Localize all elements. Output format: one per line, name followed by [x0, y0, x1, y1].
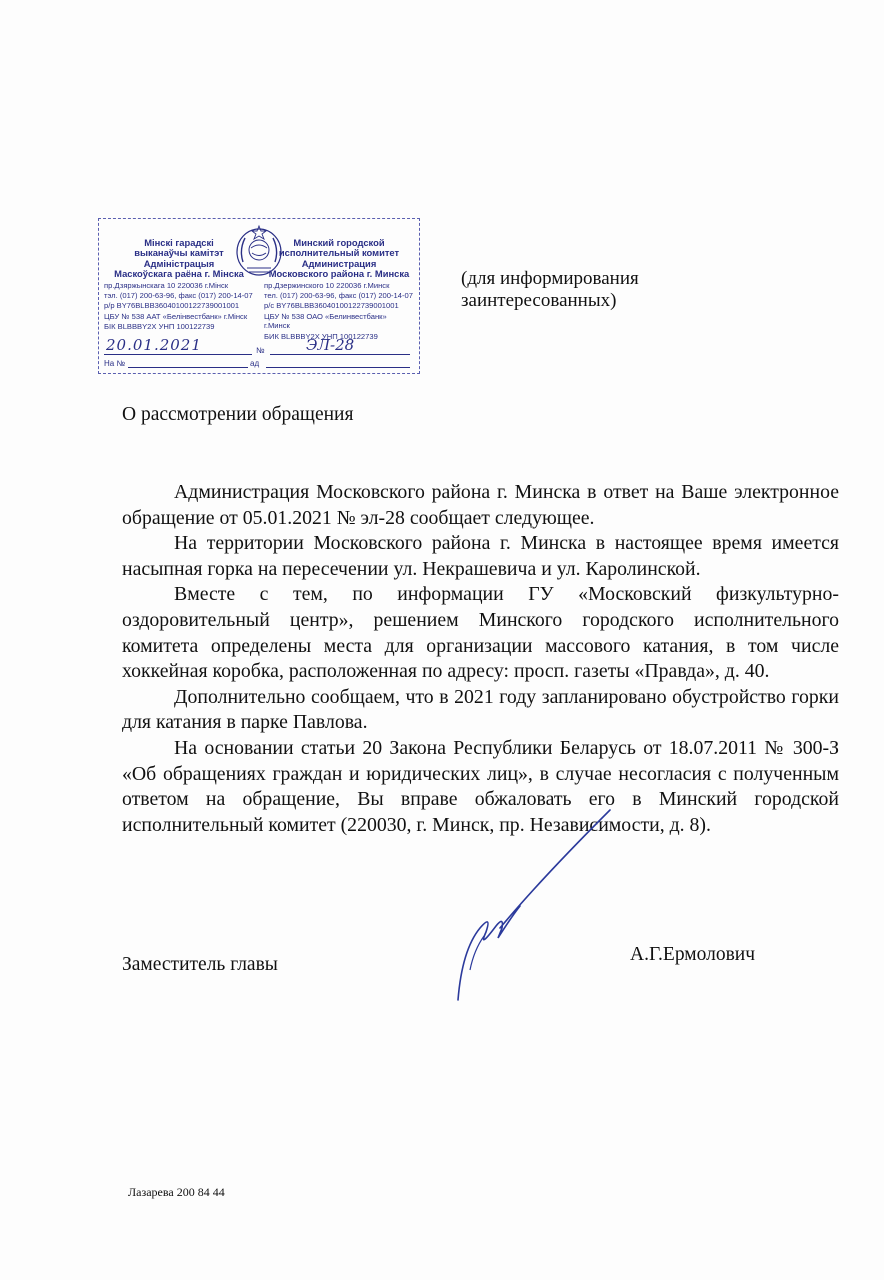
stamp-org-line: Маскоўскага раёна г. Мінска	[114, 268, 244, 280]
stamp-org-line: Минский городской	[293, 237, 385, 248]
stamp-detail-line: р/р BY76BLBB36040100122739001001	[104, 301, 240, 311]
letter-body	[122, 480, 839, 838]
stamp-underline	[270, 354, 410, 355]
stamp-underline	[266, 367, 410, 368]
stamp-left-column	[104, 238, 254, 332]
stamp-no-label: №	[256, 346, 265, 355]
handwritten-signature	[440, 800, 620, 1010]
stamp-detail-line: тэл. (017) 200-63-96, факс (017) 200-14-07	[104, 291, 253, 301]
stamp-detail-line: ЦБУ № 538 ААТ «Белінвестбанк» г.Мінск	[104, 311, 248, 321]
stamp-org-line: Адміністрацыя	[143, 257, 215, 269]
stamp-detail-line: р/с BY76BLBB36040100122739001001	[264, 301, 399, 311]
body-paragraph: Дополнительно сообщаем, что в 2021 году запланировано обустройство горки для катания в парке Павлова.	[122, 685, 839, 734]
body-paragraph: На основании статьи 20 Закона Республики Беларусь от 18.07.2011 № 300-З «Об обращениях граждан и юридических лиц», в случае несогласия с полученным ответом на обращение, Вы вправе обжаловать его в Минский городской исполнительный комитет (220030, г. Минск, пр. Независимости, д. 8).	[122, 736, 839, 836]
stamp-underline	[104, 354, 252, 355]
stamp-number: ЭЛ-28	[306, 336, 355, 354]
registration-stamp	[98, 218, 420, 374]
body-paragraph: Администрация Московского района г. Минска в ответ на Ваше электронное обращение от 05.01.2021 № эл-28 сообщает следующее.	[122, 481, 839, 529]
stamp-org-line: исполнительный комитет	[278, 247, 400, 259]
stamp-detail-line: тел. (017) 200-63-96, факс (017) 200-14-07	[264, 291, 413, 301]
stamp-detail-line: пр.Дзержинского 10 220036 г.Минск	[264, 280, 390, 290]
stamp-org-line: Администрация	[301, 257, 377, 269]
addressee-line: (для информирования	[461, 268, 639, 289]
addressee-block	[461, 268, 639, 312]
stamp-detail-line: БИК BLBBBY2X УНП 100122739	[264, 331, 378, 341]
stamp-org-line: Мінскі гарадскі	[144, 237, 214, 248]
stamp-underline	[128, 367, 248, 368]
letter-subject: О рассмотрении обращения	[122, 404, 354, 425]
stamp-org-line: Московского района г. Минска	[268, 268, 410, 280]
stamp-detail-line: пр.Дзяржынскага 10 220036 г.Мінск	[104, 280, 229, 290]
stamp-na-label: На №	[104, 359, 126, 368]
body-paragraph: Вместе с тем, по информации ГУ «Московский физкультурно-оздоровительный центр», решением Минского городского исполнительного комитета определены места для организации массового катания, в том числе хоккейная коробка, расположенная по адресу: просп. газеты «Правда», д. 40.	[122, 583, 839, 683]
stamp-ad-label: ад	[250, 359, 260, 368]
stamp-date: 20.01.2021	[106, 336, 202, 354]
stamp-org-line: выканаўчы камітэт	[134, 247, 224, 259]
signatory-title: Заместитель главы	[122, 954, 278, 975]
stamp-right-column	[264, 238, 414, 341]
signatory-name: А.Г.Ермолович	[630, 944, 756, 965]
stamp-detail-line: БІК BLBBBY2X УНП 100122739	[104, 322, 215, 332]
executor-contact: Лазарева 200 84 44	[128, 1185, 225, 1199]
body-paragraph: На территории Московского района г. Минска в настоящее время имеется насыпная горка на пересечении ул. Некрашевича и ул. Каролинской.	[122, 532, 839, 580]
addressee-line: заинтересованных)	[461, 290, 617, 311]
stamp-detail-line: ЦБУ № 538 ОАО «Белинвестбанк» г.Минск	[264, 311, 387, 331]
